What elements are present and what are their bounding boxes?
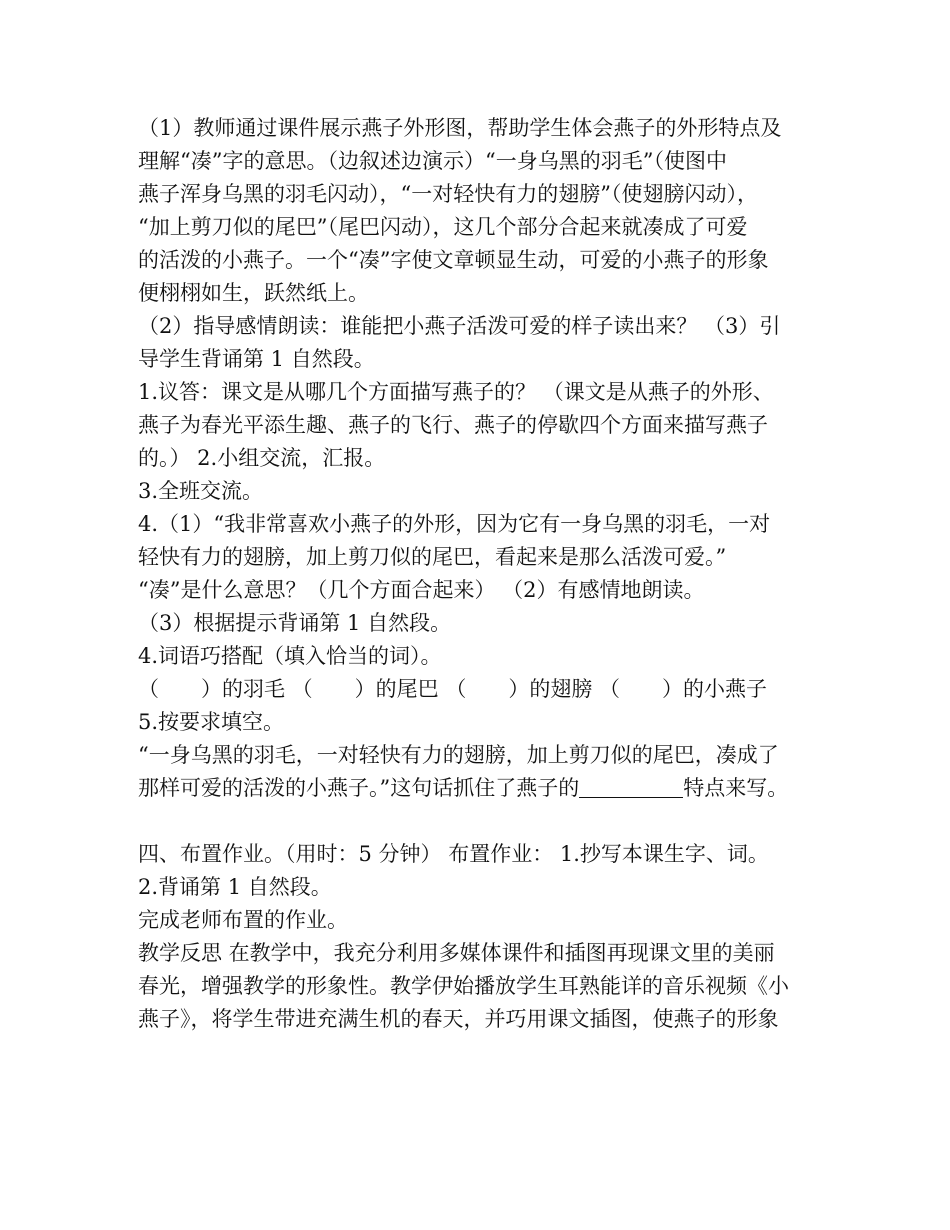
text-line: 燕子为春光平添生趣、燕子的飞行、燕子的停歇四个方面来描写燕子 bbox=[138, 413, 768, 437]
text-line: 理解“凑”字的意思。（边叙述边演示）“一身乌黑的羽毛”（使图中 bbox=[138, 149, 727, 173]
fill-in-before: 那样可爱的活泼的小燕子。”这句话抓住了燕子的 bbox=[138, 776, 580, 800]
fill-in-line bbox=[138, 772, 828, 805]
text-line: （1）教师通过课件展示燕子外形图，帮助学生体会燕子的外形特点及 bbox=[138, 116, 782, 140]
fill-in-blank bbox=[579, 775, 683, 798]
text-line: 1.议答：课文是从哪几个方面描写燕子的？ （课文是从燕子的外形、 bbox=[138, 380, 774, 404]
fill-in-after: 特点来写。 bbox=[683, 776, 789, 800]
text-line: （3）根据提示背诵第 1 自然段。 bbox=[138, 611, 452, 635]
text-line: 便栩栩如生，跃然纸上。 bbox=[138, 281, 369, 305]
text-line: 四、布置作业。（用时：5 分钟） 布置作业： 1.抄写本课生字、词。 bbox=[138, 842, 769, 866]
text-line: 的。） 2.小组交流，汇报。 bbox=[138, 446, 386, 470]
text-line: “加上剪刀似的尾巴”（尾巴闪动），这几个部分合起来就凑成了可爱 bbox=[138, 215, 748, 239]
text-line: 轻快有力的翅膀，加上剪刀似的尾巴，看起来是那么活泼可爱。” bbox=[138, 545, 727, 569]
text-line: 春光，增强教学的形象性。教学伊始播放学生耳熟能详的音乐视频《小 bbox=[138, 974, 789, 998]
text-line: 导学生背诵第 1 自然段。 bbox=[138, 347, 375, 371]
text-line: 燕子》，将学生带进充满生机的春天，并巧用课文插图，使燕子的形象 bbox=[138, 1007, 779, 1031]
text-line: 2.背诵第 1 自然段。 bbox=[138, 875, 332, 899]
text-line: 4.词语巧搭配（填入恰当的词）。 bbox=[138, 644, 442, 668]
text-line: “一身乌黑的羽毛，一对轻快有力的翅膀，加上剪刀似的尾巴，凑成了 bbox=[138, 743, 779, 767]
text-line: 4.（1）“我非常喜欢小燕子的外形，因为它有一身乌黑的羽毛，一对 bbox=[138, 512, 771, 536]
text-line: 的活泼的小燕子。一个“凑”字使文章顿显生动，可爱的小燕子的形象 bbox=[138, 248, 769, 272]
text-line: （2）指导感情朗读：谁能把小燕子活泼可爱的样子读出来？ （3）引 bbox=[138, 314, 781, 338]
text-line: 5.按要求填空。 bbox=[138, 710, 285, 734]
paragraph-gap bbox=[138, 805, 828, 838]
text-line: 3.全班交流。 bbox=[138, 479, 264, 503]
text-line: 燕子浑身乌黑的羽毛闪动），“一对轻快有力的翅膀”（使翅膀闪动）， bbox=[138, 182, 758, 206]
text-line: 教学反思 在教学中，我充分利用多媒体课件和插图再现课文里的美丽 bbox=[138, 941, 775, 965]
document-body bbox=[138, 112, 828, 1036]
text-line: “凑”是什么意思？（几个方面合起来） （2）有感情地朗读。 bbox=[138, 578, 705, 602]
text-line: 完成老师布置的作业。 bbox=[138, 908, 348, 932]
word-blanks-line: （ ）的羽毛 （ ）的尾巴 （ ）的翅膀 （ ）的小燕子 bbox=[138, 677, 768, 701]
